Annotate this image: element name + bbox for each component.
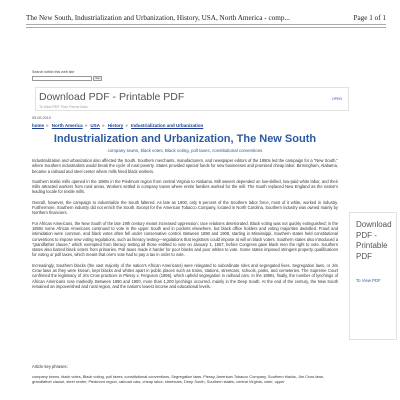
key-phrases <box>32 364 338 384</box>
header-rule <box>26 24 386 25</box>
breadcrumb: home » North America » USA » History » Industrialization and Urbanization <box>32 123 204 128</box>
article-paragraph: For African Americans, the New South of the late 19th century meant increased oppression: race relations deteriorated. Black voting was not quickly extinguished; in the 1880s some African Americans continued to vote in the upper South and in pockets elsewhere, but black office holders and voting majorities dwindled. Fraud and intimidation were common, and black votes often fell under conservative control. Between 1890 and 1908, starting in Mississippi, Southern states held constitutional conventions to impose new voting regulations, such as literacy testing—regulations that registrars could impose at will on black voters. Southern states also introduced a "grandfather clause," which exempted from literacy testing all those entitled to vote on January 1, 1867, before Congress gave black men the right to vote. Southern states also barred black voters from primaries. Poll taxes made it harder for poor blacks and poor whites to vote. Some states imposed stringent property qualifications for voting or poll taxes, which meant that one's vote had to pay a tax in order to vote. <box>32 220 338 258</box>
article-paragraph: Overall, however, the campaign to industrialize the South faltered. As late as 1900, only 6 percent of the Southern labor force, most of it white, worked in industry. Furthermore, Southern industry did not enrich the South. Except for the American Tobacco Company, located in North Carolina, Southern industry was owned mainly by Northern financiers. <box>32 199 338 216</box>
header-rule-2 <box>26 27 386 28</box>
article-headline: Industrialization and Urbanization, The New South <box>53 133 317 145</box>
top-ad-banner[interactable] <box>35 87 349 111</box>
article-date: 05.06.2010 <box>32 116 52 120</box>
top-ad-subtitle: To View PDF Free Forms Now <box>39 105 88 109</box>
key-phrases-heading: Article key phrases: <box>32 364 68 369</box>
breadcrumb-history[interactable]: History <box>107 123 124 128</box>
article-paragraph: Southern textile mills opened in the 1880s in the Piedmont region from central Virginia to Alabama. Mill owners depended on low-skilled, low-paid white labor, and their mills attracted workers from rural areas. Workers settled in company towns where entire families worked for the mill. The South replaced New England as the nation's leading locale for textile mills. <box>32 178 338 195</box>
key-phrases-text: company towns, black votes, Black voting, poll taxes, constitutional conventions, Segregation laws, Plessy, American Tobacco Company, Southern blacks, Jim Crow laws, grandfather clause, steel center, Piedmont region, railroad cars, cheap labor, streetcars, Deep South, Southern states, central Virginia, voter, upper <box>32 374 325 385</box>
breadcrumb-north-america[interactable]: North America <box>51 123 83 128</box>
site-search <box>32 70 102 81</box>
breadcrumb-home[interactable]: home <box>32 123 45 128</box>
article-subhead: company towns, black votes, Black voting, poll taxes, constitutional conventions <box>107 148 263 153</box>
page-number: Page 1 of 1 <box>353 14 386 22</box>
page-header <box>26 14 386 22</box>
side-ad[interactable] <box>349 212 397 340</box>
top-ad-title[interactable]: Download PDF - Printable PDF <box>39 91 185 103</box>
search-input[interactable] <box>32 76 92 81</box>
breadcrumb-usa[interactable]: USA <box>90 123 100 128</box>
search-go-button[interactable]: Go <box>93 76 102 81</box>
side-ad-title[interactable]: Download PDF - Printable PDF <box>356 220 392 261</box>
page-header-title: The New South, Industrialization and Urbanization, History, USA, North America - comp... <box>26 14 290 22</box>
side-ad-link[interactable]: To View PDF <box>356 278 381 283</box>
article-paragraph: Industrialization and urbanization also affected the South. Southern merchants, manufacturers, and newspaper editors of the 1880s led the campaign for a "New South," where Southern industrialists would break the cycle of rural poverty. States provided special funds for new businesses and promised cheap labor. Birmingham, Alabama, became a railroad and steel center where mills hired black workers. <box>32 158 338 174</box>
search-label: Search within this web site <box>32 70 75 74</box>
article-paragraph: Increasingly, Southern blacks (the vast majority of the nation's African Americans) were relegated to subordinate roles and segregated lives. Segregation laws, or Jim Crow laws as they were known, kept blacks and whites apart in public places such as trains, stations, streetcars, schools, parks, and cemeteries. The Supreme Court confirmed the legitimacy of Jim Crow practices in Plessy v. Ferguson (1896), which upheld segregation in railroad cars. In the 1890s, finally, the number of lynchings of African Americans rose markedly. Between 1890 and 1900, more than 1,200 lynchings occurred, mainly in the Deep South. At the end of the century, the New South remained an impoverished and rural region, and the nation's lowest income and educational levels. <box>32 262 338 289</box>
article <box>32 116 338 289</box>
breadcrumb-industrialization[interactable]: Industrialization and Urbanization <box>131 123 204 128</box>
top-ad-open-link[interactable]: OPEN <box>331 97 342 101</box>
